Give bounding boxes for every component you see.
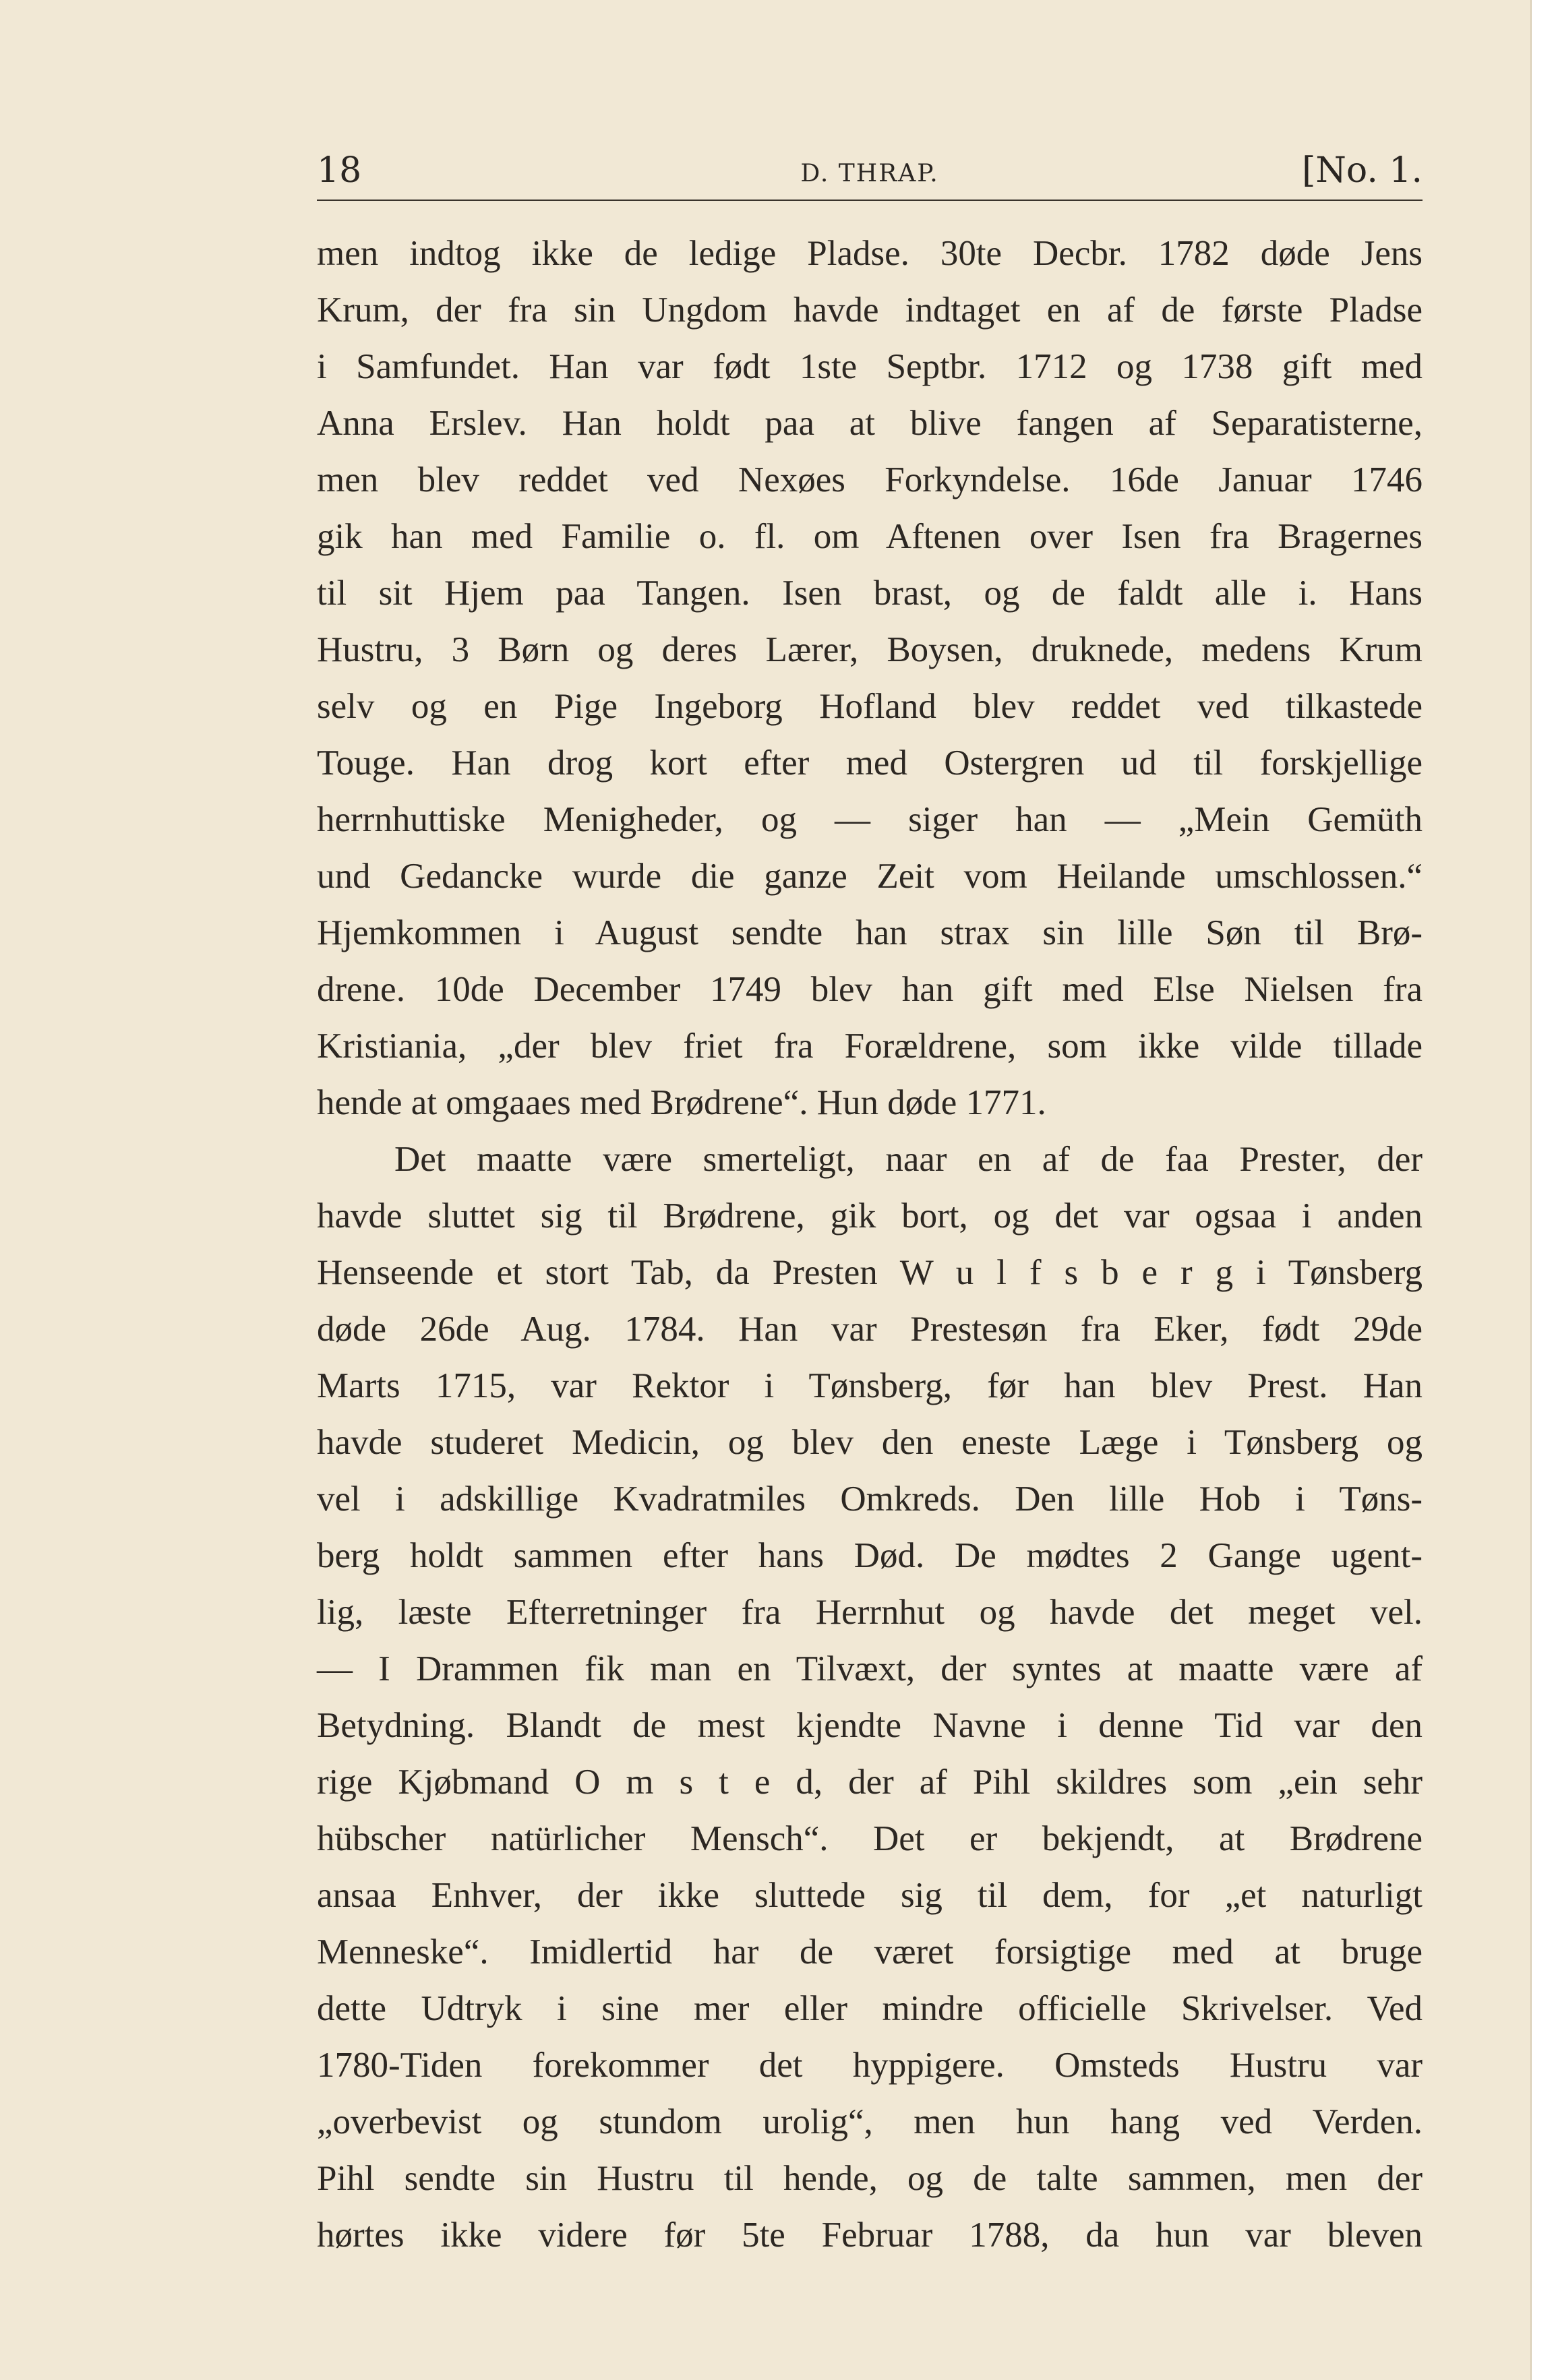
text-line: Kristiania, „der blev friet fra Forældrene, som ikke vilde tillade — [317, 1027, 1423, 1066]
text-line: men indtog ikke de ledige Pladse. 30te Decbr. 1782 døde Jens — [317, 234, 1423, 273]
text-line: vel i adskillige Kvadratmiles Omkreds. Den lille Hob i Tøns- — [317, 1479, 1423, 1519]
text-line: til sit Hjem paa Tangen. Isen brast, og de faldt alle i. Hans — [317, 574, 1423, 613]
text-line: havde sluttet sig til Brødrene, gik bort, og det var ogsaa i anden — [317, 1196, 1423, 1235]
text-line: 1780-Tiden forekommer det hyppigere. Omsteds Hustru var — [317, 2046, 1423, 2085]
text-line: Henseende et stort Tab, da Presten W u l f s b e r g i Tønsberg — [317, 1253, 1423, 1292]
text-line: — I Drammen fik man en Tilvæxt, der syntes at maatte være af — [317, 1649, 1423, 1688]
text-line: ansaa Enhver, der ikke sluttede sig til dem, for „et naturligt — [317, 1876, 1423, 1915]
text-line: hende at omgaaes med Brødrene“. Hun døde 1771. — [317, 1083, 1046, 1122]
text-line: drene. 10de December 1749 blev han gift med Else Nielsen fra — [317, 970, 1423, 1009]
header-rule — [317, 200, 1423, 201]
text-line: gik han med Familie o. fl. om Aftenen over Isen fra Bragernes — [317, 517, 1423, 556]
page-header — [317, 138, 1423, 200]
text-line: hübscher natürlicher Mensch“. Det er bekjendt, at Brødrene — [317, 1819, 1423, 1858]
text-line: Hjemkommen i August sendte han strax sin lille Søn til Brø- — [317, 913, 1423, 952]
text-line: Touge. Han drog kort efter med Ostergren ud til forskjellige — [317, 743, 1423, 783]
text-line: i Samfundet. Han var født 1ste Septbr. 1712 og 1738 gift med — [317, 347, 1423, 386]
text-line: Anna Erslev. Han holdt paa at blive fangen af Separatisterne, — [317, 404, 1423, 443]
text-line: men blev reddet ved Nexøes Forkyndelse. 16de Januar 1746 — [317, 460, 1423, 499]
text-line: døde 26de Aug. 1784. Han var Prestesøn fra Eker, født 29de — [317, 1310, 1423, 1349]
text-line: herrnhuttiske Menigheder, og — siger han — „Mein Gemüth — [317, 800, 1423, 839]
text-line: Menneske“. Imidlertid har de været forsigtige med at bruge — [317, 1932, 1423, 1972]
body-text — [317, 225, 1423, 2263]
text-line: selv og en Pige Ingeborg Hofland blev reddet ved tilkastede — [317, 687, 1423, 726]
text-line: Betydning. Blandt de mest kjendte Navne i denne Tid var den — [317, 1706, 1423, 1745]
text-line: Pihl sendte sin Hustru til hende, og de talte sammen, men der — [317, 2159, 1423, 2198]
text-line: berg holdt sammen efter hans Død. De mødtes 2 Gange ugent- — [317, 1536, 1423, 1575]
text-line: Krum, der fra sin Ungdom havde indtaget en af de første Pladse — [317, 291, 1423, 330]
text-line: rige Kjøbmand O m s t e d, der af Pihl skildres som „ein sehr — [317, 1763, 1423, 1802]
text-line: und Gedancke wurde die ganze Zeit vom Heilande umschlossen.“ — [317, 857, 1423, 896]
text-line: Marts 1715, var Rektor i Tønsberg, før han blev Prest. Han — [317, 1366, 1423, 1405]
text-line: Hustru, 3 Børn og deres Lærer, Boysen, druknede, medens Krum — [317, 630, 1423, 669]
text-line: Det maatte være smerteligt, naar en af de faa Prester, der — [394, 1140, 1423, 1179]
text-line: lig, læste Efterretninger fra Herrnhut og havde det meget vel. — [317, 1593, 1423, 1632]
running-head: D. THRAP. — [800, 160, 939, 187]
text-line: dette Udtryk i sine mer eller mindre officielle Skrivelser. Ved — [317, 1989, 1423, 2028]
page-number: 18 — [317, 150, 362, 191]
text-line: hørtes ikke videre før 5te Februar 1788, da hun var bleven — [317, 2216, 1423, 2255]
text-line: havde studeret Medicin, og blev den eneste Læge i Tønsberg og — [317, 1423, 1423, 1462]
issue-number: [No. 1. — [1302, 150, 1423, 191]
text-line: „overbevist og stundom urolig“, men hun hang ved Verden. — [317, 2102, 1423, 2141]
